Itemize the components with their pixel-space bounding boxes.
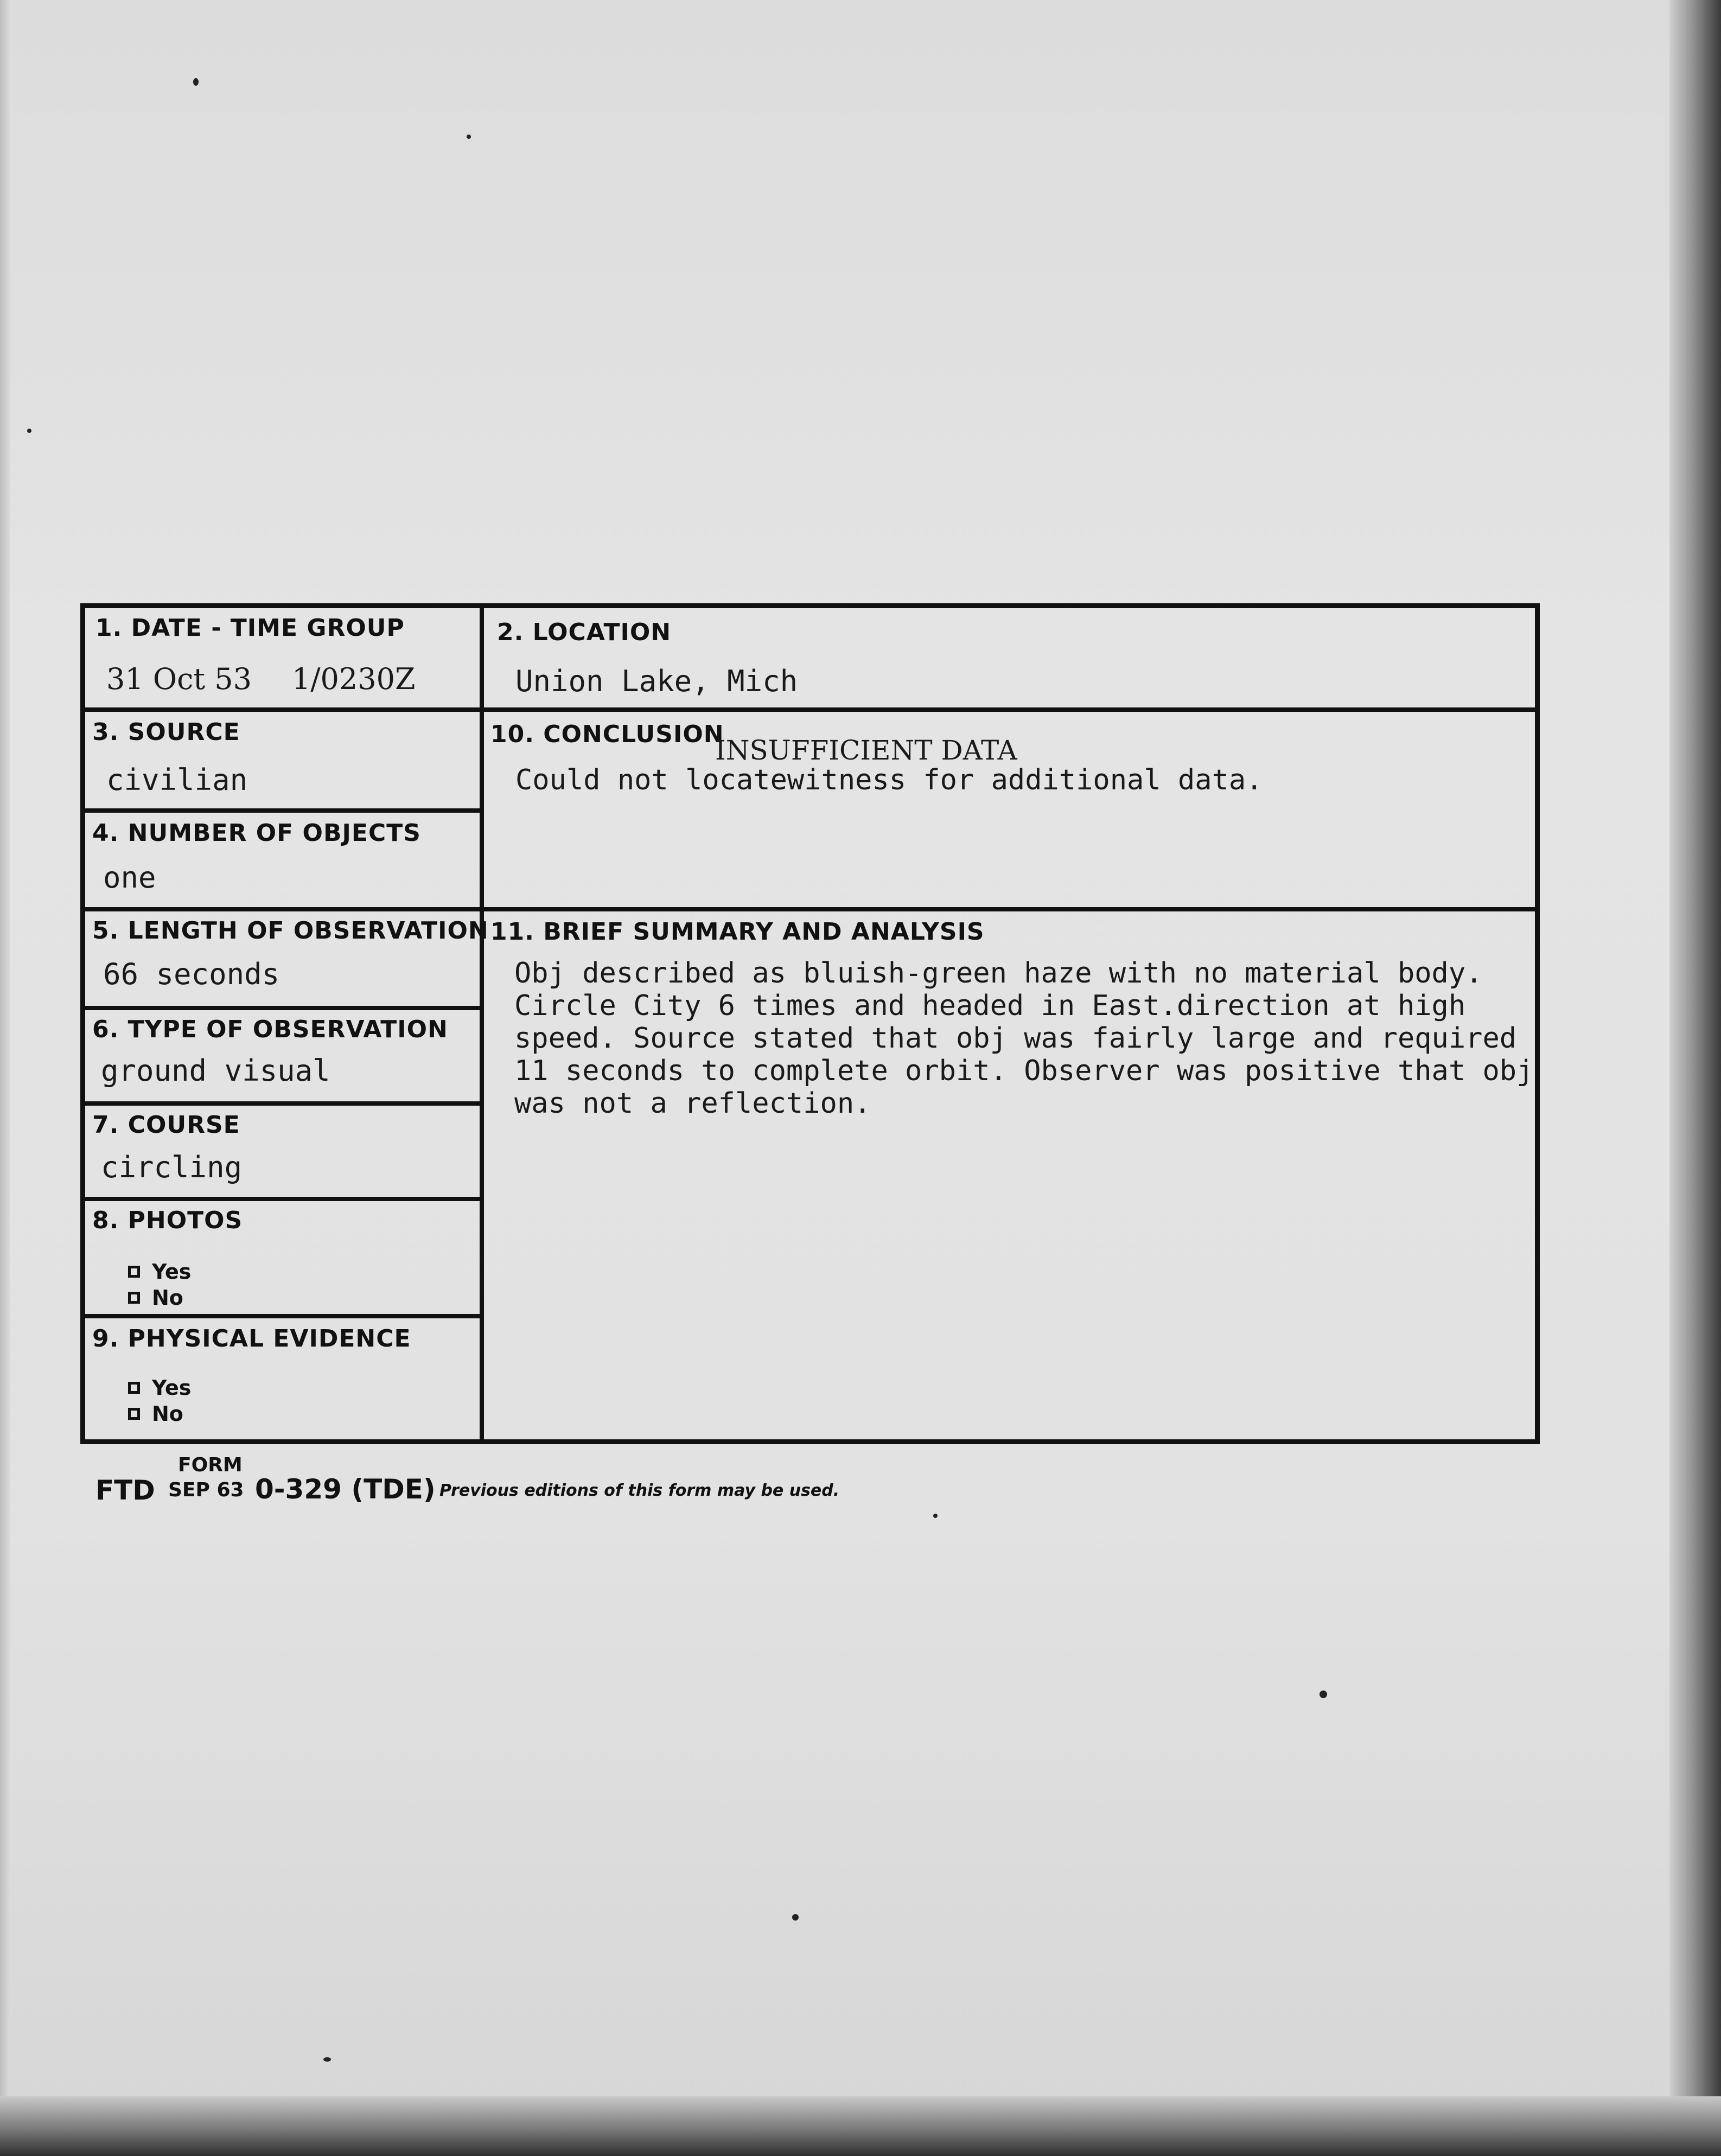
- source-value: civilian: [106, 763, 248, 797]
- conclusion-text: Could not locatewitness for additional data.: [515, 764, 1263, 796]
- photos-no-option[interactable]: [128, 1286, 183, 1310]
- physical-evidence-label: 9. PHYSICAL EVIDENCE: [92, 1325, 411, 1353]
- footer-note: Previous editions of this form may be used.: [439, 1481, 840, 1500]
- scan-left-edge: [0, 0, 10, 2156]
- summary-line: speed. Source stated that obj was fairly large and required: [514, 1022, 1517, 1055]
- row-divider: [480, 907, 1540, 911]
- dust-speck: [27, 429, 31, 433]
- scan-bottom-edge: [0, 2096, 1721, 2156]
- course-label: 7. COURSE: [92, 1111, 240, 1139]
- summary-label: 11. BRIEF SUMMARY AND ANALYSIS: [490, 918, 985, 946]
- dust-speck: [193, 78, 199, 86]
- footer-org: FTD: [95, 1475, 155, 1506]
- time-value: 1/0230Z: [292, 662, 416, 696]
- physical-evidence-no-option[interactable]: [128, 1402, 183, 1426]
- dust-speck: [792, 1914, 799, 1921]
- type-of-observation-value: ground visual: [101, 1054, 330, 1088]
- row-divider: [80, 1006, 482, 1010]
- summary-line: 11 seconds to complete orbit. Observer was positive that obj: [514, 1055, 1534, 1087]
- checkbox-icon[interactable]: [128, 1266, 140, 1278]
- dust-speck: [1320, 1691, 1327, 1698]
- length-of-observation-label: 5. LENGTH OF OBSERVATION: [92, 917, 489, 945]
- row-divider: [80, 707, 482, 712]
- location-value: Union Lake, Mich: [515, 664, 798, 698]
- date-value: 31 Oct 53: [106, 662, 252, 696]
- number-of-objects-value: one: [103, 860, 156, 895]
- type-of-observation-label: 6. TYPE OF OBSERVATION: [92, 1016, 448, 1043]
- footer-number: 0-329 (TDE): [255, 1474, 436, 1505]
- project-card-form: [80, 603, 1540, 1444]
- summary-line: was not a reflection.: [514, 1087, 871, 1120]
- course-value: circling: [101, 1150, 243, 1184]
- photos-yes-option[interactable]: [128, 1260, 191, 1284]
- photos-label: 8. PHOTOS: [92, 1207, 243, 1234]
- dust-speck: [323, 2057, 331, 2062]
- length-of-observation-value: 66 seconds: [103, 957, 280, 991]
- footer-form-word: FORM: [178, 1454, 243, 1476]
- row-divider: [80, 1197, 482, 1201]
- dust-speck: [933, 1514, 938, 1518]
- source-label: 3. SOURCE: [92, 718, 240, 746]
- physical-evidence-no-label: No: [152, 1402, 183, 1426]
- conclusion-label: 10. CONCLUSION: [490, 720, 724, 748]
- number-of-objects-label: 4. NUMBER OF OBJECTS: [92, 819, 421, 847]
- row-divider: [480, 707, 1540, 712]
- summary-line: Obj described as bluish-green haze with no material body.: [514, 957, 1483, 990]
- physical-evidence-yes-option[interactable]: [128, 1376, 191, 1400]
- photos-no-label: No: [152, 1286, 183, 1310]
- scan-right-edge: [1669, 0, 1721, 2156]
- conclusion-heading: INSUFFICIENT DATA: [715, 735, 1017, 766]
- summary-line: Circle City 6 times and headed in East.direction at high: [514, 990, 1466, 1022]
- checkbox-icon[interactable]: [128, 1382, 140, 1394]
- location-label: 2. LOCATION: [497, 618, 672, 646]
- footer-date: SEP 63: [168, 1479, 244, 1501]
- date-time-label: 1. DATE - TIME GROUP: [95, 614, 405, 642]
- row-divider: [80, 1101, 482, 1106]
- physical-evidence-yes-label: Yes: [152, 1376, 192, 1400]
- checkbox-icon[interactable]: [128, 1408, 140, 1420]
- dust-speck: [467, 135, 471, 139]
- checkbox-icon[interactable]: [128, 1292, 140, 1304]
- row-divider: [80, 907, 482, 911]
- row-divider: [80, 1314, 482, 1318]
- row-divider: [80, 808, 482, 813]
- summary-text: [514, 957, 1534, 1120]
- photos-yes-label: Yes: [152, 1260, 192, 1284]
